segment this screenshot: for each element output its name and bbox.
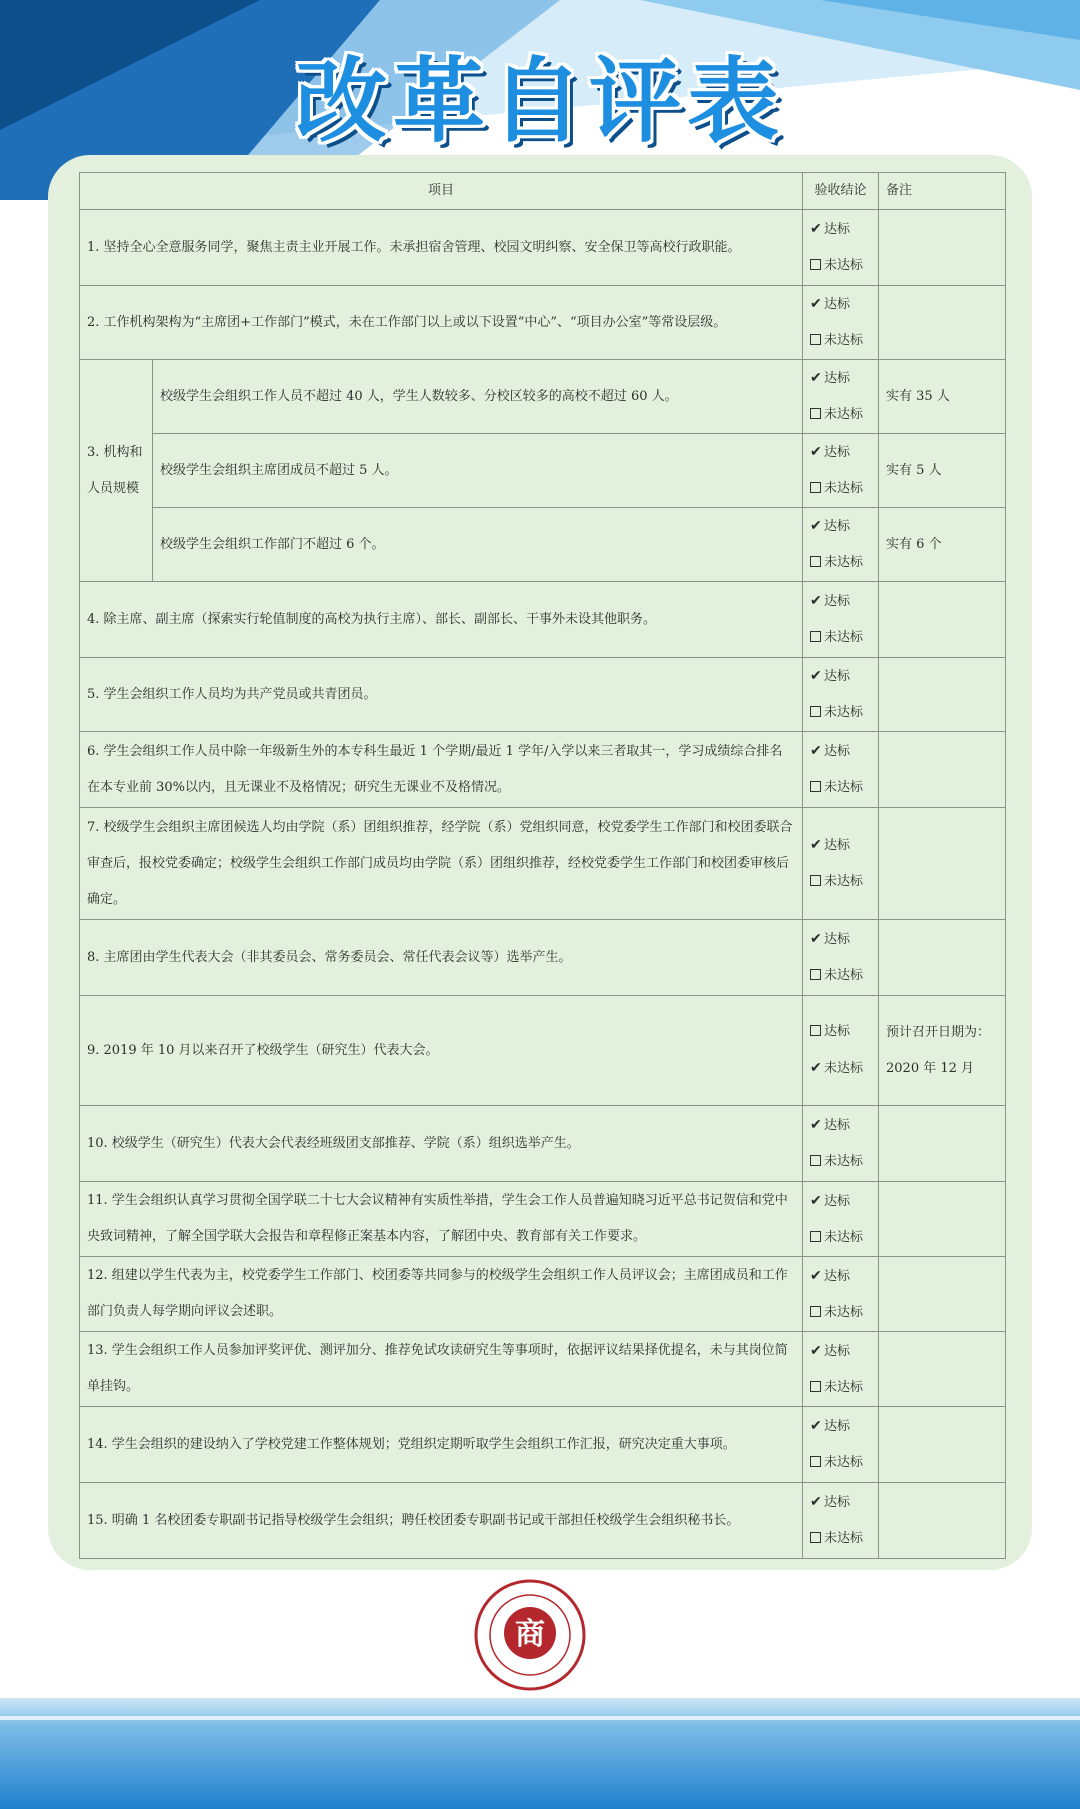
item-text: 4. 除主席、副主席（探索实行轮值制度的高校为执行主席）、部长、副部长、干事外未设其他职务。 [80,582,803,658]
item-text: 5. 学生会组织工作人员均为共产党员或共青团员。 [80,658,803,732]
checkbox-icon [810,408,821,419]
verdict-cell [803,434,879,508]
option-pass[interactable] [810,1258,871,1295]
group-label: 3. 机构和人员规模 [80,360,153,582]
self-evaluation-table [79,172,1006,1559]
header-verdict: 验收结论 [803,173,879,210]
table-row [80,508,1006,582]
option-pass[interactable] [810,827,871,864]
option-label: 达标 [824,1193,851,1209]
checkmark-icon: ✔ [810,1117,822,1133]
checkbox-icon [810,1231,821,1242]
checkmark-icon: ✔ [810,444,822,460]
option-pass[interactable] [810,434,871,471]
verdict-cell [803,360,879,434]
checkbox-icon [810,969,821,980]
option-fail[interactable] [810,695,871,731]
item-text: 10. 校级学生（研究生）代表大会代表经班级团支部推荐、学院（系）组织选举产生。 [80,1106,803,1182]
option-label: 未达标 [824,874,864,889]
verdict-cell [803,1106,879,1182]
remark-text: 实有 5 人 [879,434,1006,508]
table-row [80,286,1006,360]
option-label: 达标 [824,1118,851,1133]
checkbox-icon [810,781,821,792]
verdict-cell [803,1407,879,1483]
option-label: 未达标 [824,407,864,422]
verdict-cell [803,286,879,360]
verdict-cell [803,808,879,920]
option-fail[interactable] [810,248,871,284]
option-fail[interactable] [810,1521,871,1557]
option-label: 未达标 [824,780,864,795]
option-label: 未达标 [824,1379,864,1395]
option-pass[interactable] [810,286,871,323]
remark-text [879,1106,1006,1182]
checkbox-icon [810,556,821,567]
item-text: 7. 校级学生会组织主席团候选人均由学院（系）团组织推荐，经学院（系）党组织同意，校党委学生工作部门和校团委联合审查后，报校党委确定；校级学生会组织工作部门成员均由学院（系）团组织推荐，经校党委学生工作部门和校团委审核后确定。 [80,808,803,920]
table-header-row [80,173,1006,210]
option-pass[interactable] [810,211,871,248]
option-label: 达标 [824,594,851,609]
option-label: 达标 [824,222,851,237]
option-fail[interactable] [810,323,871,359]
svg-text:商: 商 [515,1617,545,1652]
option-pass[interactable] [810,508,871,545]
item-text: 12. 组建以学生代表为主，校党委学生工作部门、校团委等共同参与的校级学生会组织工作人员评议会；主席团成员和工作部门负责人每学期向评议会述职。 [80,1257,803,1332]
remark-text [879,1182,1006,1257]
table-row [80,434,1006,508]
verdict-cell [803,732,879,808]
table-row [80,1106,1006,1182]
checkbox-icon [810,1381,821,1392]
sub-item-text: 校级学生会组织工作人员不超过 40 人，学生人数较多、分校区较多的高校不超过 60 人。 [153,360,803,434]
table-row [80,1332,1006,1407]
item-text: 6. 学生会组织工作人员中除一年级新生外的本专科生最近 1 个学期/最近 1 学年/入学以来三者取其一，学习成绩综合排名在本专业前 30%以内，且无课业不及格情况；研究生无课业不及格情况。 [80,732,803,808]
remark-text [879,210,1006,286]
item-text: 1. 坚持全心全意服务同学，聚焦主责主业开展工作。未承担宿舍管理、校园文明纠察、安全保卫等高校行政职能。 [80,210,803,286]
table-row [80,1257,1006,1332]
checkmark-icon: ✔ [810,1267,822,1284]
option-pass[interactable] [810,1183,871,1220]
option-fail[interactable] [810,471,871,507]
option-label: 未达标 [824,1154,864,1169]
checkmark-icon: ✔ [810,1494,822,1510]
item-text: 11. 学生会组织认真学习贯彻全国学联二十七大会议精神有实质性举措，学生会工作人员普遍知晓习近平总书记贺信和党中央致词精神，了解全国学联大会报告和章程修正案基本内容，了解团中央、教育部有关工作要求。 [80,1182,803,1257]
checkbox-icon [810,875,821,886]
checkbox-icon [810,259,821,270]
checkmark-icon: ✔ [810,1342,822,1359]
remark-text [879,582,1006,658]
option-label: 达标 [824,669,851,684]
option-pass[interactable] [810,360,871,397]
remark-text [879,920,1006,996]
option-pass[interactable] [810,1333,871,1370]
option-pass[interactable] [810,733,871,770]
option-label: 未达标 [824,968,864,983]
option-label: 达标 [824,1268,851,1284]
option-pass[interactable] [810,921,871,958]
remark-text [879,808,1006,920]
checkbox-icon [810,1306,821,1317]
option-label: 未达标 [824,555,864,570]
checkmark-icon: ✔ [810,668,822,684]
verdict-cell [803,582,879,658]
checkmark-icon: ✔ [810,1192,822,1209]
option-label: 未达标 [824,1229,864,1245]
remark-text [879,1332,1006,1407]
table-row [80,582,1006,658]
item-text: 14. 学生会组织的建设纳入了学校党建工作整体规划；党组织定期听取学生会组织工作汇报，研究决定重大事项。 [80,1407,803,1483]
sub-item-text: 校级学生会组织工作部门不超过 6 个。 [153,508,803,582]
checkmark-icon: ✔ [810,370,822,386]
remark-text [879,286,1006,360]
checkmark-icon: ✔ [810,743,822,759]
checkbox-icon [810,334,821,345]
option-fail[interactable] [810,1220,871,1256]
option-label: 达标 [824,1419,851,1434]
remark-text [879,658,1006,732]
remark-text: 实有 6 个 [879,508,1006,582]
checkbox-icon [810,1532,821,1543]
verdict-cell [803,1483,879,1559]
verdict-cell [803,210,879,286]
table-row [80,658,1006,732]
table-row [80,1407,1006,1483]
checkbox-icon [810,1456,821,1467]
option-label: 未达标 [824,333,864,348]
header-remark: 备注 [879,173,1006,210]
checkmark-icon: ✔ [810,1060,822,1076]
table-row [80,210,1006,286]
table-row [80,996,1006,1106]
option-pass[interactable] [810,1014,871,1050]
table-row [80,732,1006,808]
option-label: 未达标 [824,1455,864,1470]
option-pass[interactable] [810,1107,871,1144]
checkmark-icon: ✔ [810,593,822,609]
page-title: 改革自评表 [294,48,785,155]
option-label: 未达标 [824,1061,864,1076]
item-text: 15. 明确 1 名校团委专职副书记指导校级学生会组织；聘任校团委专职副书记或干部担任校级学生会组织秘书长。 [80,1483,803,1559]
option-label: 未达标 [824,258,864,273]
verdict-cell [803,1257,879,1332]
option-fail[interactable] [810,1370,871,1406]
remark-text [879,1257,1006,1332]
option-label: 未达标 [824,630,864,645]
remark-text: 实有 35 人 [879,360,1006,434]
option-fail[interactable] [810,1144,871,1180]
remark-text [879,1407,1006,1483]
table-row [80,360,1006,434]
option-pass[interactable] [810,1408,871,1445]
option-label: 未达标 [824,1531,864,1546]
table-row [80,1483,1006,1559]
checkmark-icon: ✔ [810,296,822,312]
option-fail[interactable] [810,864,871,900]
verdict-cell [803,996,879,1106]
verdict-cell [803,920,879,996]
checkmark-icon: ✔ [810,837,822,853]
option-label: 达标 [824,838,851,853]
option-pass[interactable] [810,583,871,620]
checkmark-icon: ✔ [810,1418,822,1434]
option-fail[interactable] [810,1295,871,1331]
verdict-cell [803,1182,879,1257]
option-label: 达标 [824,1024,851,1039]
item-text: 2. 工作机构架构为“主席团+工作部门”模式，未在工作部门以上或以下设置“中心”、“项目办公室”等常设层级。 [80,286,803,360]
checkbox-icon [810,706,821,717]
table-row [80,1182,1006,1257]
item-text: 13. 学生会组织工作人员参加评奖评优、测评加分、推荐免试攻读研究生等事项时，依据评议结果择优提名，未与其岗位简单挂钩。 [80,1332,803,1407]
option-fail[interactable] [810,545,871,581]
option-pass[interactable] [810,1484,871,1521]
option-label: 达标 [824,1343,851,1359]
option-label: 达标 [824,1495,851,1510]
option-label: 达标 [824,371,851,386]
sub-item-text: 校级学生会组织主席团成员不超过 5 人。 [153,434,803,508]
remark-text [879,1483,1006,1559]
remark-text [879,732,1006,808]
table-row [80,808,1006,920]
option-label: 达标 [824,519,851,534]
option-fail[interactable] [810,1445,871,1481]
checkbox-icon [810,631,821,642]
checkmark-icon: ✔ [810,931,822,947]
option-fail[interactable] [810,620,871,656]
verdict-cell [803,508,879,582]
item-text: 9. 2019 年 10 月以来召开了校级学生（研究生）代表大会。 [80,996,803,1106]
remark-text: 预计召开日期为：2020 年 12 月 [879,996,1006,1106]
option-fail[interactable] [810,958,871,994]
option-fail[interactable] [810,770,871,806]
option-label: 未达标 [824,1304,864,1320]
header-item: 项目 [80,173,803,210]
option-label: 达标 [824,744,851,759]
checkbox-icon [810,1155,821,1166]
option-label: 达标 [824,445,851,460]
option-label: 达标 [824,932,851,947]
checkmark-icon: ✔ [810,221,822,237]
table-row [80,920,1006,996]
school-seal-logo [473,1578,587,1692]
option-label: 未达标 [824,705,864,720]
option-label: 达标 [824,297,851,312]
checkmark-icon: ✔ [810,518,822,534]
verdict-cell [803,1332,879,1407]
footer-band [0,1698,1080,1809]
checkbox-icon [810,1025,821,1036]
option-label: 未达标 [824,481,864,496]
checkbox-icon [810,482,821,493]
item-text: 8. 主席团由学生代表大会（非其委员会、常务委员会、常任代表会议等）选举产生。 [80,920,803,996]
option-pass[interactable] [810,658,871,695]
verdict-cell [803,658,879,732]
option-fail[interactable] [810,1050,871,1087]
option-fail[interactable] [810,397,871,433]
